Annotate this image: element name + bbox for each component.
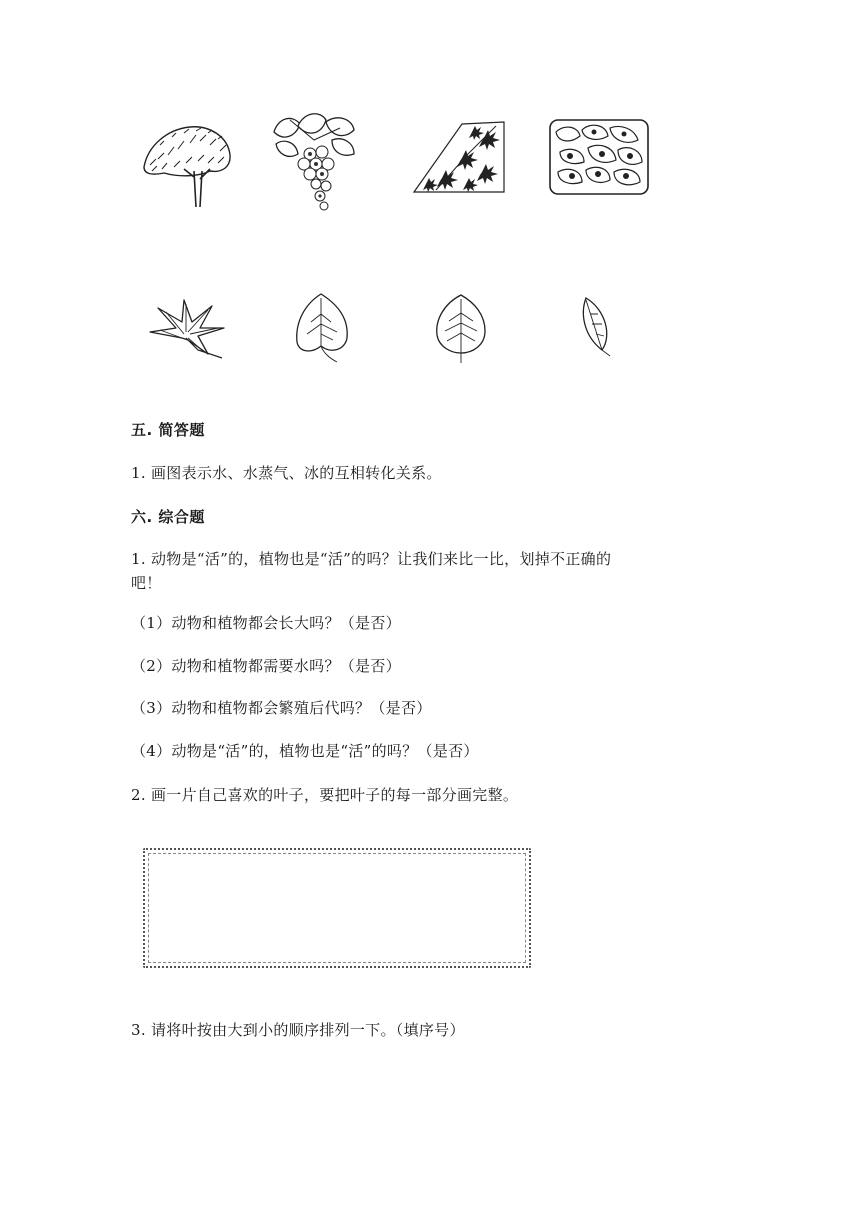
section5-heading: 五. 简答题 xyxy=(131,421,205,439)
maple-leaves-icon xyxy=(412,118,506,196)
section6-question-2: 2. 画一片自己喜欢的叶子，要把叶子的每一部分画完整。 xyxy=(131,786,519,804)
section6-heading: 六. 综合题 xyxy=(131,508,205,526)
sub-question-2: （2）动物和植物都需要水吗？（是否） xyxy=(131,657,401,675)
poplar-branch-icon xyxy=(270,110,360,212)
oval-leaf-icon xyxy=(433,293,489,365)
section6-question-1-line2: 吧！ xyxy=(131,574,162,592)
section6-question-3: 3. 请将叶按由大到小的顺序排列一下。（填序号） xyxy=(131,1021,465,1039)
willow-tree-icon xyxy=(138,115,236,211)
sub-question-3: （3）动物和植物都会繁殖后代吗？（是否） xyxy=(131,699,432,717)
narrow-leaf-icon xyxy=(578,296,618,358)
framed-leaves-icon xyxy=(548,118,650,196)
section6-question-1-line1: 1. 动物是“活”的，植物也是“活”的吗？让我们来比一比，划掉不正确的 xyxy=(131,550,612,568)
maple-leaf-icon xyxy=(146,298,226,364)
sub-question-1: （1）动物和植物都会长大吗？（是否） xyxy=(131,614,401,632)
section5-question-1: 1. 画图表示水、水蒸气、冰的互相转化关系。 xyxy=(131,464,442,482)
heart-leaf-icon xyxy=(293,290,353,368)
drawing-box xyxy=(143,848,531,968)
sub-question-4: （4）动物是“活”的，植物也是“活”的吗？（是否） xyxy=(131,742,479,760)
